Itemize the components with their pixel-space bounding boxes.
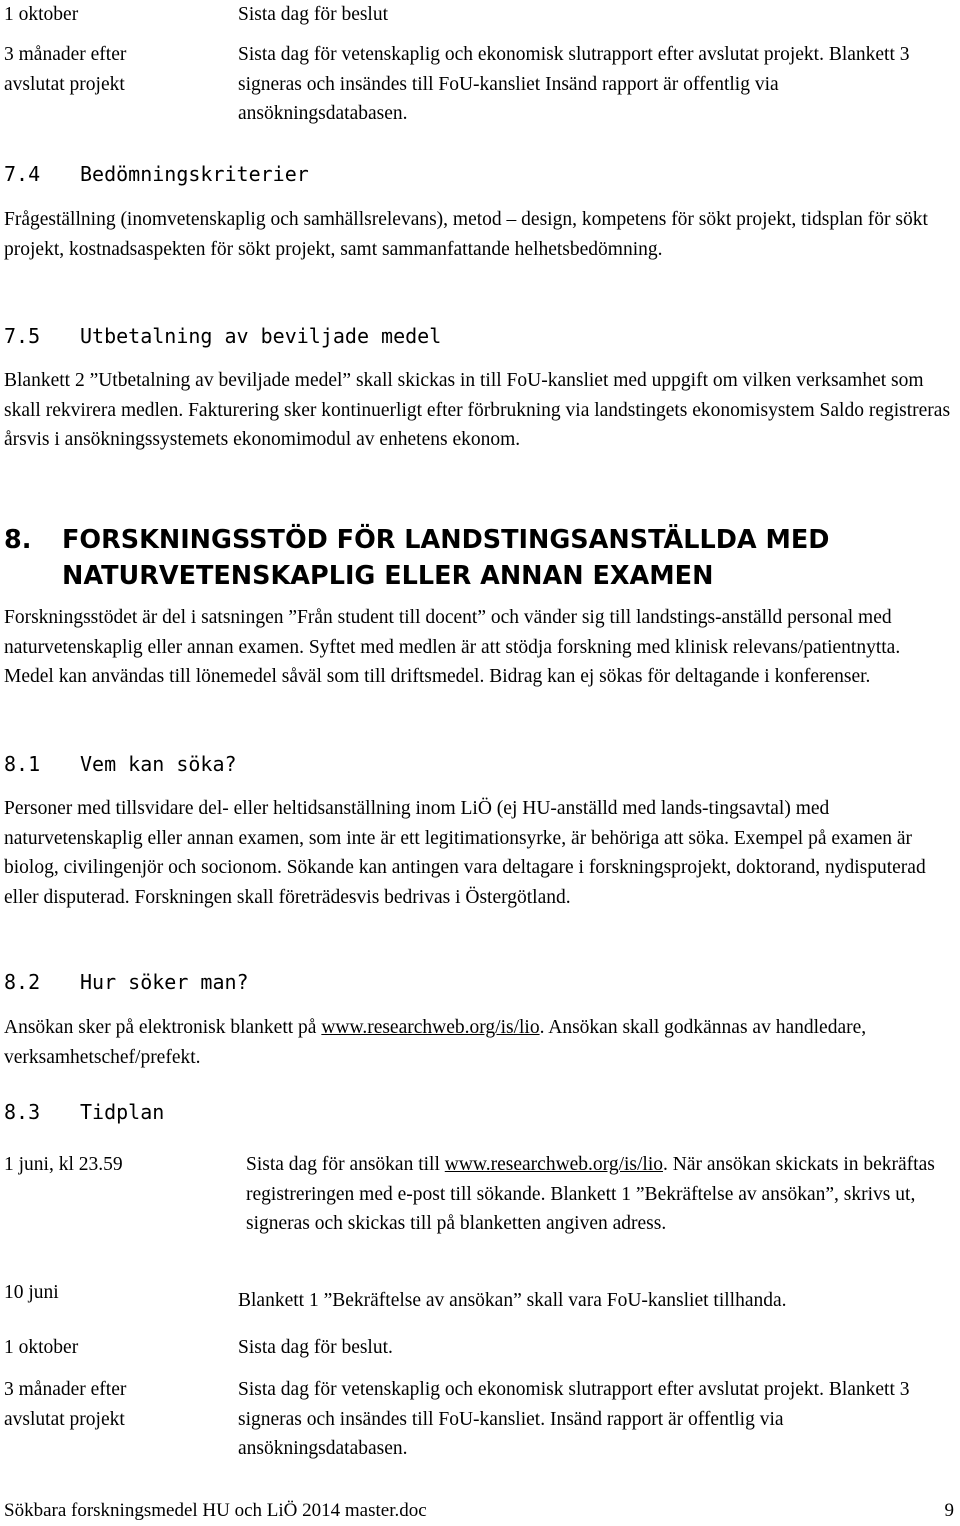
heading-7-5: [4, 322, 441, 352]
tidplan-label-4: 3 månader efter avslutat projekt: [4, 1379, 127, 1430]
heading-7-4: [4, 160, 309, 190]
tidplan-text-1: [246, 1150, 958, 1239]
row-text: Sista dag för ansökan till: [246, 1154, 445, 1175]
heading-8-3: [4, 1098, 164, 1128]
heading-title: Utbetalning av beviljade medel: [80, 324, 442, 348]
row-text: . När ansökan skickats in bekräftas registreringen med e-post till sökande. Blankett 1 ”Bekräftelse av ansökan”, skrivs ut, signeras och skickas till på blanketten angiven adress.: [246, 1154, 935, 1234]
heading-number: 8.: [4, 525, 32, 555]
timeline-label-1: 1 oktober: [4, 4, 79, 25]
heading-8: [4, 522, 829, 594]
paragraph-7-5: Blankett 2 ”Utbetalning av beviljade medel” skall skickas in till FoU-kansliet med uppgift om vilken verksamhet som skall rekvirera medlen. Fakturering sker kontinuerligt efter förbrukning via landstingets ekonomisystem Saldo registreras årsvis i ansökningssystemets ekonomimodul av enhetens ekonom.: [4, 370, 951, 450]
heading-number: 7.4: [4, 162, 41, 186]
timeline-text-1: Sista dag för beslut: [238, 4, 389, 25]
paragraph-text: Ansökan sker på elektronisk blankett på: [4, 1017, 322, 1038]
paragraph-8-2: [4, 1013, 954, 1072]
paragraph-8-1: Personer med tillsvidare del- eller heltidsanställning inom LiÖ (ej HU-anställd med lands-tingsavtal) med naturvetenskaplig eller annan examen, som inte är ett legitimationsyrke, är behöriga att söka. Exempel på examen är biolog, civilingenjör och socionom. Sökande kan antingen vara deltagare i forskningsprojekt, doktorand, nydisputerad eller disputerad. Forskningen skall företrädesvis bedrivas i Östergötland.: [4, 798, 926, 908]
page-number: 9: [944, 1500, 954, 1521]
heading-title: Bedömningskriterier: [80, 162, 309, 186]
paragraph-text: . Ansökan skall godkännas av handledare, verksamhetschef/prefekt.: [4, 1017, 867, 1068]
tidplan-label-2: 10 juni: [4, 1282, 59, 1303]
tidplan-label-3: 1 oktober: [4, 1337, 79, 1358]
heading-title: Hur söker man?: [80, 970, 249, 994]
tidplan-text-2: Blankett 1 ”Bekräftelse av ansökan” skall vara FoU-kansliet tillhanda.: [238, 1290, 787, 1311]
heading-8-2: [4, 968, 249, 998]
timeline-text-2: Sista dag för vetenskaplig och ekonomisk slutrapport efter avslutat projekt. Blankett 3 signeras och insändes till FoU-kansliet Insänd rapport är offentlig via ansökningsdatabasen.: [238, 44, 910, 124]
tidplan-text-4: Sista dag för vetenskaplig och ekonomisk slutrapport efter avslutat projekt. Blankett 3 signeras och insändes till FoU-kansliet. Insänd rapport är offentlig via ansökningsdatabasen.: [238, 1379, 910, 1459]
heading-8-1: [4, 750, 237, 780]
paragraph-8: Forskningsstödet är del i satsningen ”Från student till docent” och vänder sig till landstings-anställd personal med naturvetenskaplig eller annan examen. Syftet med medlen är att stödja forskning med klinisk relevans/patientnytta. Medel kan användas till lönemedel såväl som till driftsmedel. Bidrag kan ej sökas för deltagande i konferenser.: [4, 607, 901, 687]
timeline-label-2: 3 månader efter avslutat projekt: [4, 44, 127, 95]
heading-number: 7.5: [4, 324, 41, 348]
researchweb-link[interactable]: www.researchweb.org/is/lio: [321, 1017, 540, 1038]
heading-title: Tidplan: [80, 1100, 165, 1124]
paragraph-7-4: Frågeställning (inomvetenskaplig och samhällsrelevans), metod – design, kompetens för sökt projekt, tidsplan för sökt projekt, kostnadsaspekten för sökt projekt, samt sammanfattande helhetsbedömning.: [4, 209, 928, 260]
tidplan-text-3: Sista dag för beslut.: [238, 1337, 393, 1358]
heading-title-line-2: NATURVETENSKAPLIG ELLER ANNAN EXAMEN: [62, 561, 714, 591]
footer-text: Sökbara forskningsmedel HU och LiÖ 2014 master.doc: [4, 1500, 427, 1521]
heading-number: 8.2: [4, 970, 41, 994]
researchweb-link-2[interactable]: www.researchweb.org/is/lio: [444, 1154, 663, 1175]
heading-title: Vem kan söka?: [80, 752, 237, 776]
heading-number: 8.1: [4, 752, 41, 776]
heading-number: 8.3: [4, 1100, 41, 1124]
tidplan-label-1: 1 juni, kl 23.59: [4, 1154, 123, 1175]
heading-title-line-1: FORSKNINGSSTÖD FÖR LANDSTINGSANSTÄLLDA MED: [62, 525, 830, 555]
